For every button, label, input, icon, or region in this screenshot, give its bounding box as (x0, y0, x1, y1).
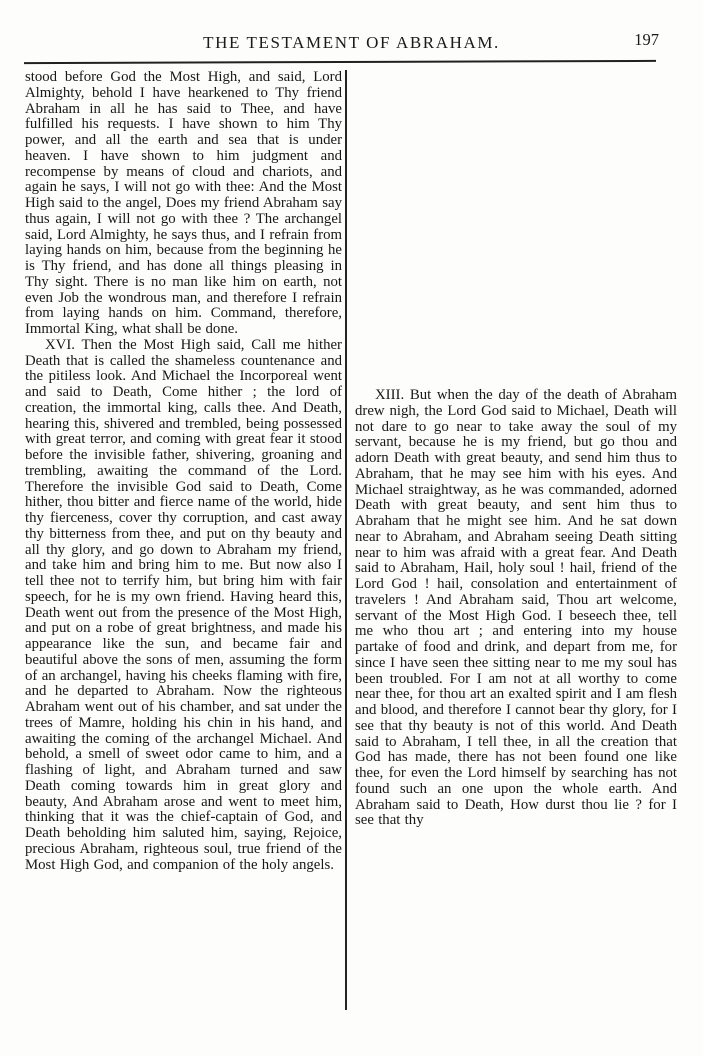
running-title: THE TESTAMENT OF ABRAHAM. (203, 33, 500, 52)
paragraph-continuation: stood before God the Most High, and said, Lord Almighty, behold I have hearkened to Thy friend Abraham in all he has said to Thee, and have fulfilled his requests. I have shown to him Thy power, and all the earth and sea that is under heaven. I have shown to him judgment and recompense by means of cloud and chariots, and again he says, I will not go with thee: And the Most High said to the angel, Does my friend Abraham say thus again, I will not go with thee ? The archangel said, Lord Almighty, he says thus, and I refrain from laying hands on him, because from the beginning he is Thy friend, and has done all things pleasing in Thy sight. There is no man like him on earth, not even Job the wondrous man, and therefore I refrain from laying hands on him. Command, therefore, Immortal King, what shall be done. (25, 69, 342, 337)
paragraph-section-xvi: XVI. Then the Most High said, Call me hither Death that is called the shameless countenance and the pitiless look. And Michael the Incorporeal went and said to Death, Come hither ; the lord of creation, the immortal king, calls thee. And Death, hearing this, shivered and trembled, being possessed with great terror, and coming with great fear it stood before the invisible father, shivering, groaning and trembling, awaiting the command of the Lord. Therefore the invisible God said to Death, Come hither, thou bitter and fierce name of the world, hide thy fierceness, cover thy corruption, and cast away thy bitterness from thee, and put on thy beauty and all thy glory, and go down to Abraham my friend, and take him and bring him to me. But now also I tell thee not to terrify him, but bring him with fair speech, for he is my own friend. Having heard this, Death went out from the presence of the Most High, and put on a robe of great brightness, and made his appearance like the sun, and became fair and beautiful above the sons of men, assuming the form of an archangel, having his cheeks flaming with fire, and he departed to Abraham. Now the righteous Abraham went out of his chamber, and sat under the trees of Mamre, holding his chin in his hand, and awaiting the coming of the archangel Michael. And behold, a smell of sweet odor came to him, and a flashing of light, and Abraham turned and saw Death coming towards him in great glory and beauty, And Abraham arose and went to meet him, thinking that it was the chief-captain of God, and Death beholding him saluted him, saying, Rejoice, precious Abraham, righteous soul, true friend of the Most High God, and companion of the holy angels. (25, 336, 342, 873)
right-column (347, 70, 677, 829)
text-columns (25, 70, 677, 1010)
blank-space (355, 70, 677, 388)
page-number: 197 (634, 30, 659, 49)
left-column (25, 70, 342, 873)
header-rule (24, 60, 656, 64)
paragraph-section-xiii: XIII. But when the day of the death of Abraham drew nigh, the Lord God said to Michael, Death will not dare to go near to take away the soul of my servant, because he is my friend, but go thou and adorn Death with great beauty, and send him thus to Abraham, that he may see him with his eyes. And Michael straightway, as he was commanded, adorned Death with great beauty, and sent him thus to Abraham that he might see him. And he sat down near to Abraham, and Abraham seeing Death sitting near to him was afraid with a great fear. And Death said to Abraham, Hail, holy soul ! hail, friend of the Lord God ! hail, consolation and entertainment of travelers ! And Abraham said, Thou art welcome, servant of the Most High God. I beseech thee, tell me who thou art ; and entering into my house partake of food and drink, and depart from me, for since I have seen thee sitting near to me my soul has been troubled. For I am not at all worthy to come near thee, for thou art an exalted spirit and I am flesh and blood, and therefore I cannot bear thy glory, for I see that thy beauty is not of this world. And Death said to Abraham, I tell thee, in all the creation that God has made, there has not been found one like thee, for even the Lord himself by searching has not found such an one upon the whole earth. And Abraham said to Death, How durst thou lie ? for I see that thy (355, 387, 677, 829)
